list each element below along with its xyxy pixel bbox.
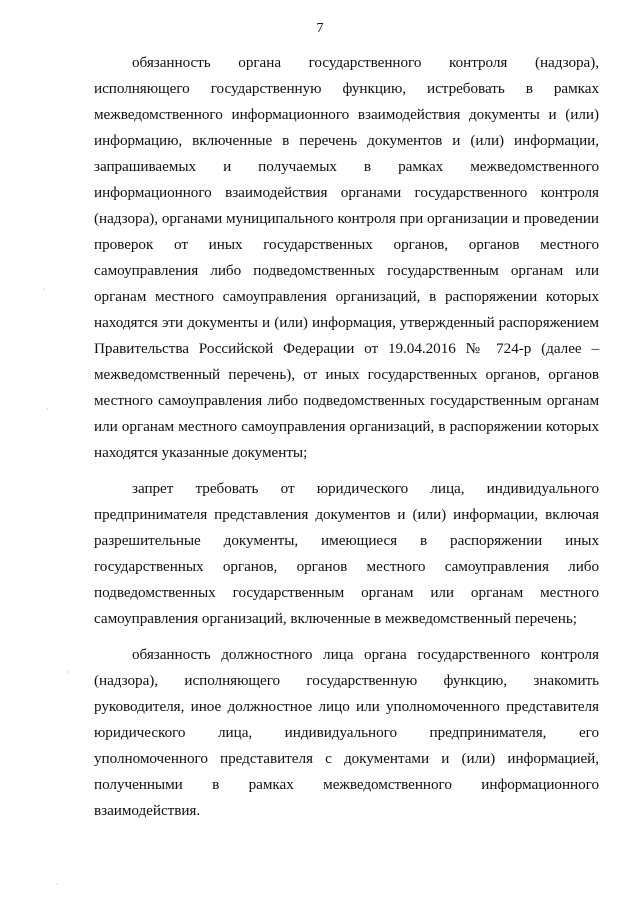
scan-speck: · — [66, 668, 69, 677]
scan-speck: · — [56, 880, 59, 889]
paragraph-obligation-request: обязанность органа государственного контроля (надзора), исполняющего государственную функцию, истребовать в рамках межведомственного информационного взаимодействия документы и (или) информацию, включенные в перечень документов и (или) информации, запрашиваемых и получаемых в рамках межведомственного информационного взаимодействия органами государственного контроля (надзора), органами муниципального контроля при организации и проведении проверок от иных государственных органов, органов местного самоуправления либо подведомственных государственным органам или органам местного самоуправления организаций, в распоряжении которых находятся эти документы и (или) информация, утвержденный распоряжением Правительства Российской Федерации от 19.04.2016 № 724-р (далее – межведомственный перечень), от иных государственных органов, органов местного самоуправления либо подведомственных государственным органам или органам местного самоуправления организаций, в распоряжении которых находятся указанные документы; — [94, 54, 599, 461]
paragraph-prohibition: запрет требовать от юридического лица, индивидуального предпринимателя представления документов и (или) информации, включая разрешительные документы, имеющиеся в распоряжении иных государственных органов, органов местного самоуправления либо подведомственных государственным органам или органам местного самоуправления организаций, включенные в межведомственный перечень; — [94, 480, 599, 627]
document-body — [94, 50, 599, 834]
paragraph-obligation-inform: обязанность должностного лица органа государственного контроля (надзора), исполняющего государственную функцию, знакомить руководителя, иное должностное лицо или уполномоченного представителя юридического лица, индивидуального предпринимателя, его уполномоченного представителя с документами и (или) информацией, полученными в рамках межведомственного информационного взаимодействия. — [94, 646, 599, 819]
scan-speck: · — [46, 405, 49, 414]
scan-speck: · — [43, 285, 46, 294]
page-number: 7 — [316, 21, 324, 36]
